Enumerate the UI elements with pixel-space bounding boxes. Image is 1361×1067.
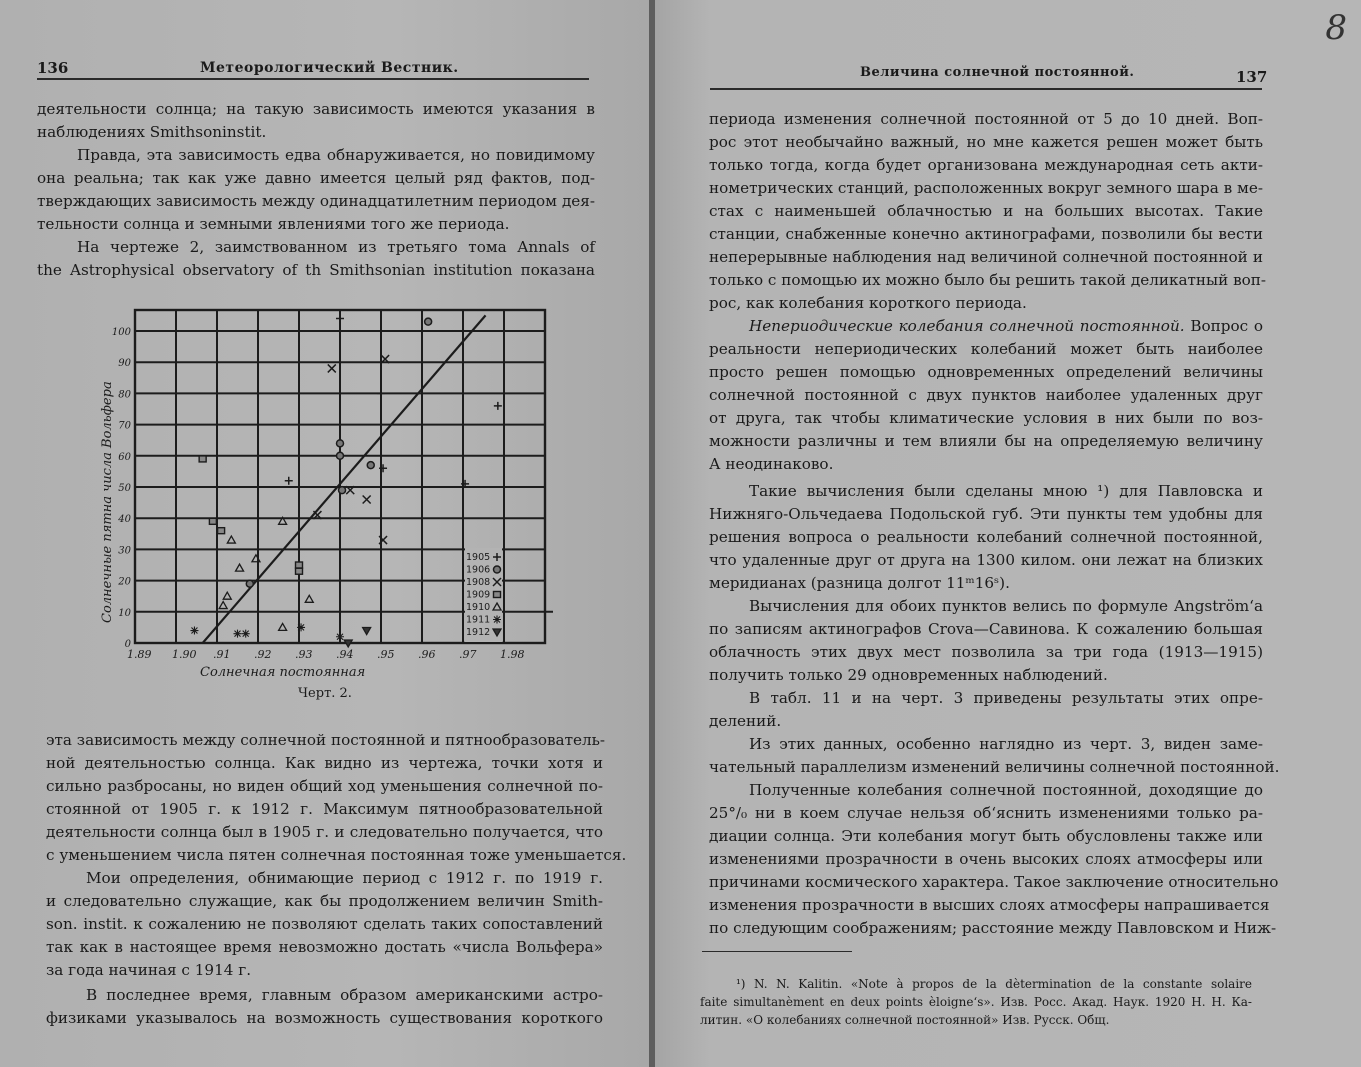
- data-point-1910: [236, 564, 244, 571]
- text-line: решения вопроса о реальности колебаний солнечной постоянной,: [709, 528, 1263, 546]
- data-point-1909: [209, 518, 216, 524]
- text-line: стоянной от 1905 г. к 1912 г. Максимум пятнообразовательной: [46, 800, 603, 818]
- text-line: тверждающих зависимость между одинадцатилетним периодом дея-: [37, 192, 595, 210]
- footnote-rule: [702, 951, 852, 952]
- text-line: периода изменения солнечной постоянной от 5 до 10 дней. Воп-: [709, 110, 1263, 128]
- data-point-1911: [190, 627, 198, 635]
- data-point-1906: [425, 318, 432, 325]
- text-line: son. instit. к сожалению не позволяют сделать таких сопоставлений: [46, 915, 603, 933]
- text-line: диации солнца. Эти колебания могут быть обусловлены также или: [709, 827, 1263, 845]
- page-number-left: 136: [37, 59, 69, 77]
- legend-marker-1906: [494, 566, 501, 573]
- x-tick-label: 1.90: [172, 648, 197, 661]
- text-line: неперерывные наблюдения над величиной солнечной постоянной и: [709, 248, 1263, 266]
- paragraph: [709, 595, 1263, 687]
- text-line: Нижняго-Ольчедаева Подольской губ. Эти пункты тем удобны для: [709, 505, 1263, 523]
- text-line: Вычисления для обоих пунктов велись по формуле Angström‘a: [749, 597, 1263, 615]
- legend-entry-1910: 1910: [466, 602, 491, 613]
- paragraph: [709, 779, 1279, 940]
- footnote: [700, 975, 1252, 1029]
- paragraph: [709, 315, 1263, 476]
- trend-line: [203, 315, 486, 643]
- x-tick-label: .92: [254, 648, 272, 661]
- page-number-right: 137: [1236, 68, 1268, 86]
- text-line: станции, снабженные конечно актинографами, позволили бы вести: [709, 225, 1263, 243]
- legend-entry-1905: 1905: [466, 552, 491, 563]
- x-tick-label: .93: [295, 648, 313, 661]
- footnote-line: ¹) N. N. Kalitin. «Note à propos de la dètermination de la constante solaire: [736, 977, 1252, 991]
- handwritten-sheet-number: 8: [1325, 8, 1347, 48]
- text-line: только тогда, когда будет организована международная сеть акти-: [709, 156, 1263, 174]
- paragraph: [46, 867, 603, 982]
- paragraph: [46, 729, 627, 867]
- text-line: Такие вычисления были сделаны мною ¹) для Павловска и: [749, 482, 1263, 500]
- data-point-1911: [234, 630, 242, 638]
- data-point-1910: [279, 623, 287, 630]
- text-line: нометрических станций, расположенных вокруг земного шара в ме-: [709, 179, 1263, 197]
- x-tick-label: .96: [418, 648, 436, 661]
- data-point-1911: [336, 633, 344, 641]
- data-point-1908: [363, 495, 371, 503]
- text-line: А неодинаково.: [709, 455, 834, 473]
- text-line: [709, 315, 1263, 338]
- x-tick-label: 1.98: [500, 648, 525, 661]
- text-line: наблюдениях Smithsoninstit.: [37, 123, 267, 141]
- text-line: эта зависимость между солнечной постоянной и пятнообразователь-: [46, 731, 606, 749]
- text-line: делений.: [709, 712, 782, 730]
- paragraph: [37, 144, 595, 236]
- text-line: the Astrophysical observatory of th Smithsonian institution показана: [37, 261, 595, 279]
- text-line: и следовательно служащие, как бы продолжением величин Smith-: [46, 892, 603, 910]
- data-point-1909: [199, 456, 206, 462]
- legend-marker-1911: [493, 616, 501, 624]
- text-line: Из этих данных, особенно наглядно из черт. 3, виден заме-: [749, 735, 1263, 753]
- y-tick-label: 40: [118, 514, 131, 526]
- text-line: ной деятельностью солнца. Как видно из чертежа, точки хотя и: [46, 754, 603, 772]
- footnote-line: литин. «О колебаниях солнечной постоянной» Изв. Русск. Общ.: [700, 1013, 1110, 1027]
- data-point-1906: [246, 580, 253, 587]
- x-tick-label: .95: [377, 648, 395, 661]
- paragraph: [37, 236, 595, 282]
- book-gutter: [649, 0, 655, 1067]
- data-point-1905: [336, 315, 344, 323]
- data-point-1909: [296, 568, 303, 574]
- text-line: так как в настоящее время невозможно достать «числа Вольфера»: [46, 938, 603, 956]
- paragraph: [46, 984, 603, 1030]
- text-line: Мои определения, обнимающие период с 1912 г. по 1919 г.: [86, 869, 603, 887]
- running-head-left: Метеорологический Вестник.: [200, 60, 459, 76]
- text-line: от друга, так чтобы климатические условия в них были по воз-: [709, 409, 1263, 427]
- paragraph: [709, 108, 1267, 315]
- text-line: изменения прозрачности в высших слоях атмосферы напрашивается: [709, 896, 1270, 914]
- text-line: реальности непериодических колебаний может быть наиболее: [709, 340, 1263, 358]
- data-point-1906: [337, 452, 344, 459]
- text-line: с уменьшением числа пятен солнечная постоянная тоже уменьшается.: [46, 846, 627, 864]
- text-line: деятельности солнца был в 1905 г. и следовательно получается, что: [46, 823, 603, 841]
- legend-entry-1909: 1909: [466, 589, 491, 601]
- x-tick-label: .94: [336, 648, 354, 661]
- data-point-1905: [377, 389, 385, 397]
- data-point-1905: [285, 477, 293, 485]
- text-line: по следующим соображениям; расстояние между Павловском и Ниж-: [709, 919, 1277, 937]
- paragraph: [709, 733, 1280, 779]
- y-tick-label: 30: [118, 545, 131, 557]
- y-tick-label: 100: [111, 327, 131, 338]
- text-line: Правда, эта зависимость едва обнаруживается, но повидимому: [77, 146, 595, 164]
- data-point-1912: [363, 628, 371, 635]
- y-tick-label: 10: [118, 607, 131, 619]
- data-point-1908: [328, 364, 336, 372]
- text-line: рос, как колебания короткого периода.: [709, 294, 1027, 312]
- text-line: физиками указывалось на возможность существования короткого: [46, 1009, 603, 1027]
- text-line: солнечной постоянной с двух пунктов наиболее удаленных друг: [709, 386, 1263, 404]
- figure-caption: Черт. 2.: [298, 686, 352, 701]
- text-line: тельности солнца и земными явлениями того же периода.: [37, 215, 510, 233]
- paragraph: [37, 98, 595, 144]
- text-line: рос этот необычайно важный, но мне кажется решен может быть: [709, 133, 1263, 151]
- data-point-1911: [242, 630, 250, 638]
- x-tick-label: .91: [213, 648, 231, 661]
- text-line: просто решен помощью одновременных определений величины: [709, 363, 1263, 381]
- text-line: В последнее время, главным образом американскими астро-: [86, 986, 603, 1004]
- y-tick-label: 80: [118, 389, 131, 401]
- text-line: Полученные колебания солнечной постоянной, доходящие до: [749, 781, 1263, 799]
- data-point-1911: [297, 623, 305, 631]
- x-tick-label: .97: [459, 648, 477, 661]
- paragraph: [709, 480, 1263, 595]
- y-tick-label: 50: [118, 483, 131, 494]
- legend-entry-1911: 1911: [466, 614, 491, 626]
- text-line: чательный параллелизм изменений величины солнечной постоянной.: [709, 758, 1280, 776]
- x-axis-label: Солнечная постоянная: [200, 665, 366, 680]
- y-axis-label: Солнечные пятна числа Вольфера: [100, 381, 115, 623]
- text-line: причинами космического характера. Такое заключение относительно: [709, 873, 1279, 891]
- text-line: она реальна; так как уже давно имеется целый ряд фактов, под-: [37, 169, 595, 187]
- section-heading: Непериодические колебания солнечной постоянной.: [749, 317, 1185, 335]
- sunspot-solar-constant-chart: [95, 300, 565, 680]
- text-line: облачность этих двух мест позволила за три года (1913—1915): [709, 643, 1263, 661]
- text-line: что удаленные друг от друга на 1300 килом. они лежат на близких: [709, 551, 1263, 569]
- text-fragment: Вопрос о: [1190, 317, 1264, 335]
- text-line: деятельности солнца; на такую зависимость имеются указания в: [37, 100, 595, 118]
- data-point-1910: [223, 592, 231, 599]
- footnote-line: faite simultanèment en deux points èloigne‘s». Изв. Росс. Акад. Наук. 1920 Н. Н. Ка-: [700, 995, 1252, 1009]
- data-point-1906: [367, 462, 374, 469]
- text-line: только с помощью их можно было бы решить такой деликатный воп-: [709, 271, 1267, 289]
- legend-entry-1906: 1906: [466, 564, 491, 576]
- text-line: На чертеже 2, заимствованном из третьяго тома Annals of: [77, 238, 595, 256]
- header-rule-left: [37, 78, 589, 80]
- y-tick-label: 90: [118, 358, 131, 370]
- text-line: изменениями прозрачности в очень высоких слоях атмосферы или: [709, 850, 1263, 868]
- legend-entry-1908: 1908: [466, 577, 491, 588]
- data-point-1910: [227, 536, 235, 543]
- legend-entry-1912: 1912: [466, 627, 491, 638]
- text-line: 25°/₀ ни в коем случае нельзя об‘яснить изменениями только ра-: [709, 804, 1263, 822]
- paragraph: [709, 687, 1263, 733]
- y-tick-label: 0: [124, 639, 131, 650]
- text-line: стах с наименьшей облачностью и на больших высотах. Такие: [709, 202, 1263, 220]
- data-point-1905: [494, 402, 502, 410]
- text-line: меридианах (разница долгот 11ᵐ16ˢ).: [709, 574, 1010, 592]
- data-point-1910: [219, 602, 227, 609]
- y-tick-label: 60: [118, 451, 131, 463]
- legend-marker-1909: [494, 592, 501, 598]
- text-line: получить только 29 одновременных наблюдений.: [709, 666, 1108, 684]
- x-tick-label: 1.89: [127, 648, 152, 661]
- data-point-1906: [339, 487, 346, 494]
- left-text-top: [37, 98, 595, 282]
- text-line: за года начиная с 1914 г.: [46, 961, 252, 979]
- data-point-1910: [305, 595, 313, 602]
- text-line: по записям актинографов Crova—Савинова. К сожалению большая: [709, 620, 1263, 638]
- text-line: В табл. 11 и на черт. 3 приведены результаты этих опре-: [749, 689, 1263, 707]
- data-point-1906: [337, 440, 344, 447]
- running-head-right: Величина солнечной постоянной.: [860, 65, 1135, 80]
- text-line: можности различны и тем влияли бы на определяемую величину: [709, 432, 1263, 450]
- header-rule-right: [710, 88, 1262, 90]
- right-text: [709, 108, 1280, 940]
- data-point-1909: [296, 562, 303, 568]
- y-tick-label: 20: [118, 576, 131, 588]
- data-point-1909: [218, 528, 225, 534]
- text-line: сильно разбросаны, но виден общий ход уменьшения солнечной по-: [46, 777, 603, 795]
- y-tick-label: 70: [118, 420, 131, 432]
- left-text-bottom: [46, 729, 627, 1030]
